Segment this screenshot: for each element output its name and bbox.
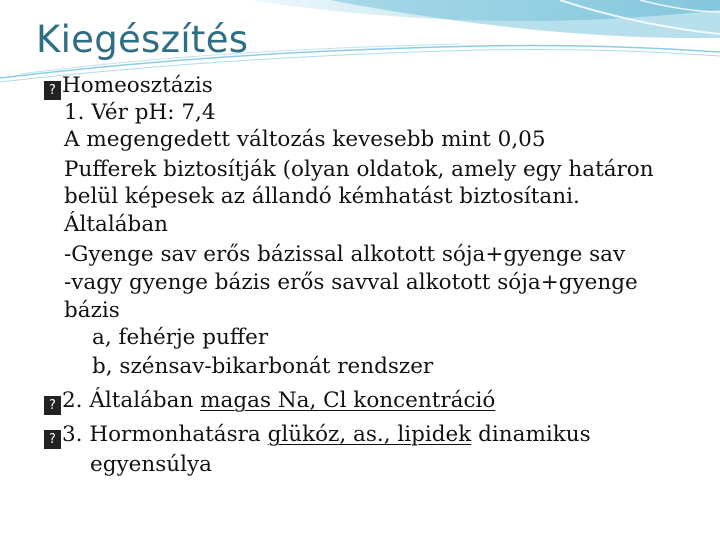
line-3-prefix: 3. Hormonhatásra (62, 422, 268, 447)
line-weak-acid: -Gyenge sav erős bázissal alkotott sója+gyenge sav (64, 242, 626, 267)
line-3-underlined: glükóz, as., lipidek (267, 422, 472, 447)
bullet-homeosztazis (44, 73, 213, 100)
line-2-prefix: 2. Általában (62, 388, 201, 413)
line-buffers: Pufferek biztosítják (olyan oldatok, amely egy határon (64, 157, 654, 182)
bullet-item-3 (44, 422, 591, 449)
slide-title: Kiegészítés (36, 18, 249, 61)
line-protein-buffer: a, fehérje puffer (92, 325, 269, 350)
line-weak-base: -vagy gyenge bázis erős savval alkotott sója+gyenge (64, 270, 638, 295)
line-altalaban: Általában (64, 212, 168, 237)
line-bazis: bázis (64, 298, 120, 323)
bullet-item-2 (44, 388, 495, 415)
line-egyensulya: egyensúlya (90, 452, 212, 477)
line-2-underlined: magas Na, Cl koncentráció (200, 388, 496, 413)
line-bicarbonate: b, szénsav-bikarbonát rendszer (92, 354, 434, 379)
line-ph: 1. Vér pH: 7,4 (64, 100, 216, 125)
bullet-icon: ? (44, 396, 61, 415)
line-3-suffix: dinamikus (471, 422, 591, 447)
line-buffers-cont: belül képesek az állandó kémhatást biztosítani. (64, 184, 580, 209)
bullet-icon: ? (44, 81, 61, 100)
bullet-icon: ? (44, 430, 61, 449)
line-homeosztazis: Homeosztázis (62, 73, 213, 98)
line-change: A megengedett változás kevesebb mint 0,05 (64, 127, 546, 152)
